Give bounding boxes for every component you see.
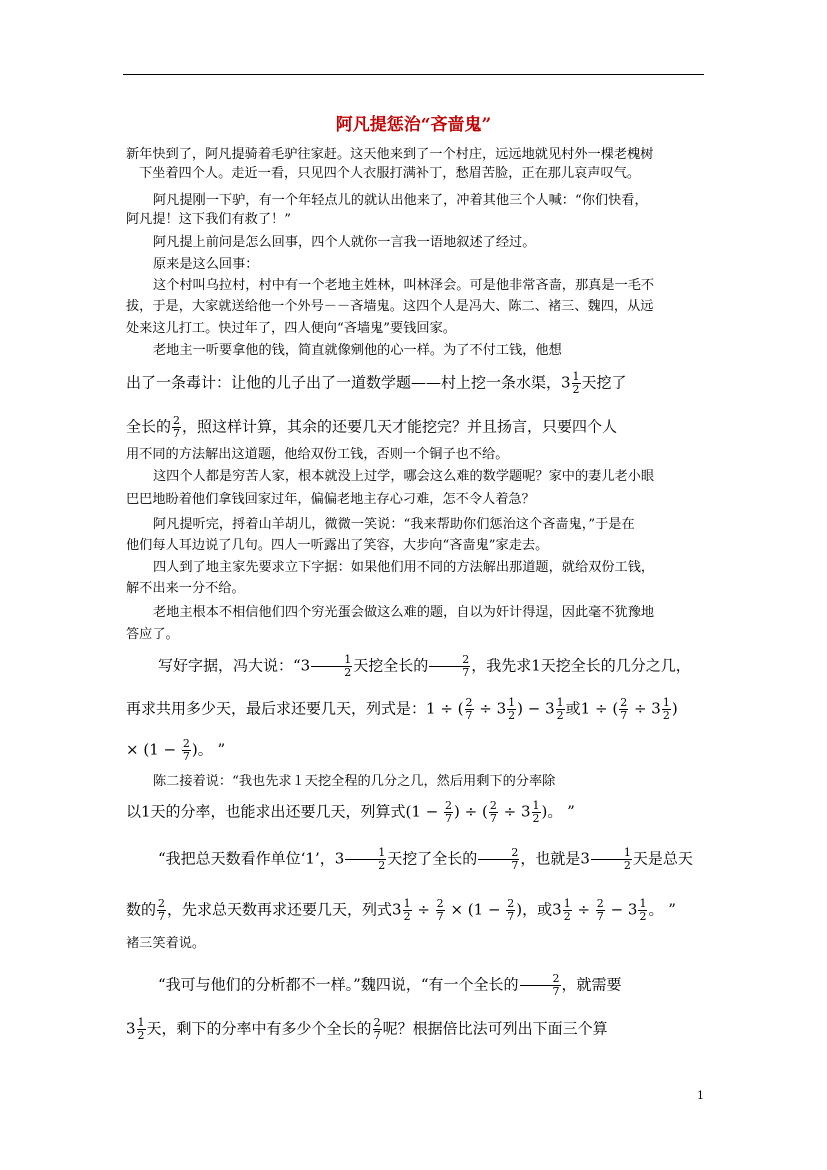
paragraph: 解不出来一分不给。 xyxy=(126,581,245,596)
fraction: $\frac{1}{2}$ xyxy=(662,696,670,722)
text: ，照这样计算，其余的还要几天才能挖完？并且扬言，只要四个人 xyxy=(182,417,618,436)
fraction: $\frac{2}{7}$ xyxy=(520,973,561,998)
fraction: $\frac{1}{2}$ xyxy=(137,1016,145,1042)
fraction: $\frac{2}{7}$ xyxy=(507,897,515,923)
paragraph: 阿凡提刚一下驴，有一个年轻点儿的就认出他来了，冲着其他三个人喊：“你们快看， xyxy=(153,193,648,208)
fraction: $\frac{2}{7}$ xyxy=(373,1016,381,1042)
paragraph: 用不同的方法解出这道题，他给双份工钱，否则一个铜子也不给。 xyxy=(126,447,509,462)
paragraph: 新年快到了，阿凡提骑着毛驴往家赶。这天他来到了一个村庄，远远地就见村外一棵老槐树 xyxy=(126,147,654,162)
fraction: $\frac{1}{2}$ xyxy=(311,654,352,679)
fraction: $\frac{2}{7}$ xyxy=(445,799,453,825)
header-rule xyxy=(123,74,704,75)
math-line: “我把总天数看作单位‘1’，3 $\frac{1}{2}$ 天挖了全长的 $\frac{2}{7}$ ，也就是3 $\frac{1}{2}$ 天是总天 xyxy=(158,846,693,872)
paragraph: 阿凡提！这下我们有救了！” xyxy=(126,212,291,227)
fraction: $\frac{1}{2}$ xyxy=(345,847,386,872)
paragraph: 老地主根本不相信他们四个穷光蛋会做这么难的题，自以为奸计得逞，因此毫不犹豫地 xyxy=(153,605,655,620)
paragraph: 四人到了地主家先要求立下字据：如果他们用不同的方法解出那道题，就给双份工钱， xyxy=(153,560,655,575)
fraction: $\frac{1}{2}$ xyxy=(556,696,564,722)
text: 出了一条毒计：让他的儿子出了一道数学题——村上挖一条水渠，3 xyxy=(126,373,571,392)
paragraph: 答应了。 xyxy=(126,627,179,642)
paragraph: 下坐着四个人。走近一看，只见四个人衣服打满补丁，愁眉苦脸，正在那儿哀声叹气。 xyxy=(139,166,641,181)
fraction: $\frac{2}{7}$ xyxy=(182,737,190,763)
paragraph: 这个村叫乌拉村，村中有一个老地主姓林，叫林泽会。可是他非常吝啬，那真是一毛不 xyxy=(153,278,655,293)
page-title: 阿凡提惩治“吝啬鬼” xyxy=(335,115,492,135)
math-line xyxy=(126,415,706,440)
fraction: $\frac{2}{7}$ xyxy=(596,897,604,923)
fraction: $\frac{1}{2}$ xyxy=(403,897,411,923)
fraction: $\frac{2}{7}$ xyxy=(478,847,519,872)
math-line: 以1天的分率，也能求出还要几天，列算式(1 − $\frac{2}{7}$ ) ÷ ( $\frac{2}{7}$ ÷ 3 $\frac{1}{2}$ )。 ” xyxy=(126,799,575,825)
fraction: $\frac{1}{2}$ xyxy=(591,847,632,872)
text: 全长的 xyxy=(126,417,172,436)
fraction: $\frac{2}{7}$ xyxy=(429,654,470,679)
math-line: 写好字据，冯大说：“3 $\frac{1}{2}$ 天挖全长的 $\frac{2}{7}$ ，我先求1天挖全长的几分之几， xyxy=(158,653,691,679)
paragraph: 巴巴地盼着他们拿钱回家过年，偏偏老地主存心刁难，怎不令人着急？ xyxy=(126,492,535,507)
paragraph: 阿凡提听完，捋着山羊胡儿，微微一笑说：“我来帮助你们惩治这个吝啬鬼，”于是在 xyxy=(153,517,635,532)
text: 天挖了 xyxy=(581,373,627,392)
paragraph: 陈二接着说：“我也先求１天挖全程的几分之几，然后用剩下的分率除 xyxy=(153,774,556,789)
paragraph: 他们每人耳边说了几句。四人一听露出了笑容，大步向“吝啬鬼”家走去。 xyxy=(126,538,549,553)
math-line: 再求共用多少天，最后求还要几天，列式是：1 ÷ ( $\frac{2}{7}$ ÷ 3 $\frac{1}{2}$ ) − 3 $\frac{1}{2}$ 或1 ÷ ( $\frac{2}{7}$ ÷ 3 $\frac{1}{2}$ ) xyxy=(126,696,678,722)
fraction: $\frac{2}{7}$ xyxy=(158,897,166,923)
fraction: $\frac{2}{7}$ xyxy=(173,414,181,440)
paragraph: 褚三笑着说。 xyxy=(126,936,206,951)
page-number: 1 xyxy=(697,1089,704,1102)
paragraph: 老地主一听要拿他的钱，简直就像剜他的心一样。为了不付工钱，他想 xyxy=(153,343,562,358)
paragraph: 这四个人都是穷苦人家，根本就没上过学，哪会这么难的数学题呢？家中的妻儿老小眼 xyxy=(153,469,655,484)
fraction: $\frac{1}{2}$ xyxy=(508,696,516,722)
math-line: × (1 − $\frac{2}{7}$ )。 ” xyxy=(126,737,226,763)
fraction: $\frac{1}{2}$ xyxy=(639,897,647,923)
math-line: “我可与他们的分析都不一样。”魏四说，“有一个全长的 $\frac{2}{7}$ ，就需要 xyxy=(158,972,622,998)
fraction: $\frac{1}{2}$ xyxy=(532,799,540,825)
fraction: $\frac{1}{2}$ xyxy=(563,897,571,923)
paragraph: 阿凡提上前问是怎么回事，四个人就你一言我一语地叙述了经过。 xyxy=(153,235,536,250)
fraction: $\frac{2}{7}$ xyxy=(436,897,444,923)
math-line xyxy=(126,371,706,396)
paragraph: 处来这儿打工。快过年了，四人便向“吝墙鬼”要钱回家。 xyxy=(126,321,456,336)
math-line: 3 $\frac{1}{2}$ 天，剩下的分率中有多少个全长的 $\frac{2}{7}$ 呢？根据倍比法可列出下面三个算 xyxy=(126,1016,608,1042)
paragraph: 拔，于是，大家就送给他一个外号－－吝墙鬼。这四个人是冯大、陈二、褚三、魏四，从远 xyxy=(126,299,654,314)
fraction: $\frac{2}{7}$ xyxy=(465,696,473,722)
math-line: 数的 $\frac{2}{7}$ ，先求总天数再求还要几天，列式3 $\frac{1}{2}$ ÷ $\frac{2}{7}$ × (1 − $\frac{2}{7}$ )，或3 $\frac{1}{2}$ ÷ $\frac{2}{7}$ − 3 $\frac{1}{2}$ 。 ” xyxy=(126,897,676,923)
fraction: $\frac{2}{7}$ xyxy=(620,696,628,722)
fraction: $\frac{1}{2}$ xyxy=(572,370,580,396)
fraction: $\frac{2}{7}$ xyxy=(489,799,497,825)
paragraph: 原来是这么回事： xyxy=(153,257,259,272)
